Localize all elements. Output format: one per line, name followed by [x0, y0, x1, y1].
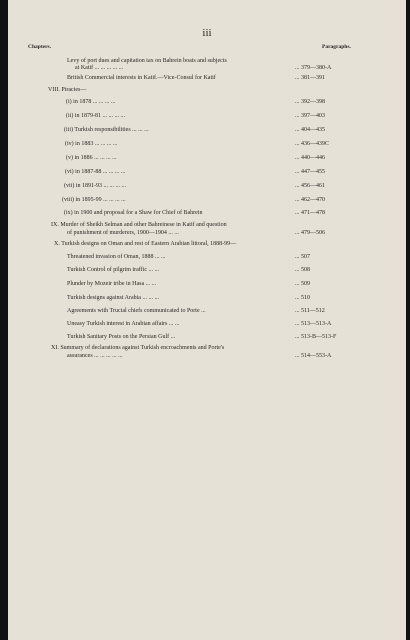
contents-entry-line: at Katif ... ... ... ... ... — [75, 65, 124, 71]
contents-entry-line: Turkish designs against Arabia ... ... ... — [67, 295, 159, 301]
paragraphs-column-heading: Paragraphs. — [322, 44, 351, 50]
contents-entry-line: (vi) in 1887-88 ... ... ... ... — [65, 169, 126, 175]
chapter-heading: XI. Summary of declarations against Turkish encroachments and Porte's — [51, 345, 225, 351]
paragraph-range: ... 456—461 — [295, 183, 325, 189]
contents-entry-line: Turkish Control of pilgrim traffic ... ... — [67, 267, 159, 273]
chapter-heading: IX. Murder of Sheikh Selman and other Bahreinese in Katif and question — [51, 222, 227, 228]
chapter-heading: X. Turkish designs on Oman and rest of Eastern Arabian littoral, 1888-99— — [54, 241, 237, 247]
paragraph-range: ... 462—470 — [295, 197, 325, 203]
contents-entry-line: Uneasy Turkish interest in Arabian affairs ... ... — [67, 321, 180, 327]
contents-entry-line: Levy of port dues and capitation tax on Bahrein boats and subjects — [67, 58, 227, 64]
paragraph-range: ... 381—391 — [295, 75, 325, 81]
paragraph-range: ... 404—435 — [295, 127, 325, 133]
contents-entry-line: (i) in 1878 ... ... ... ... — [66, 99, 116, 105]
paragraph-range: ... 511—512 — [295, 308, 325, 314]
paragraph-range: ... 471—478 — [295, 210, 325, 216]
paragraph-range: ... 397—403 — [295, 113, 325, 119]
paragraph-range: ... 513-B—513-F — [295, 334, 337, 340]
paragraph-range: ... 509 — [295, 281, 310, 287]
paragraph-range: ... 513—513-A — [295, 321, 332, 327]
contents-entry-line: (viii) in 1895-99 ... ... ... ... — [62, 197, 126, 203]
contents-entry-line: (iv) in 1883 ... ... ... ... — [65, 141, 118, 147]
contents-entry-line: Plunder by Mozeir tribe in Hasa ... ... — [67, 281, 157, 287]
contents-entry-line: (ix) in 1900 and proposal for a Shaw for Chief of Bahrein — [64, 210, 203, 216]
contents-entry-line: Turkish Sanitary Posts on the Persian Gulf ... — [67, 334, 176, 340]
chapters-column-heading: Chapters. — [28, 44, 52, 50]
paragraph-range: ... 379—380-A — [295, 65, 332, 71]
contents-entry-line: of punishment of murderers, 1900—1904 ... ... — [67, 230, 179, 236]
document-page — [8, 0, 406, 640]
paragraph-range: ... 392—398 — [295, 99, 325, 105]
paragraph-range: ... 436—439C — [295, 141, 330, 147]
paragraph-range: ... 447—455 — [295, 169, 325, 175]
chapter-heading: VIII. Piracies— — [48, 87, 87, 93]
contents-entry-line: (vii) in 1891-93 ... ... ... ... — [64, 183, 126, 189]
contents-entry-line: British Commercial interests in Katif.—Vice-Consul for Katif — [67, 75, 216, 81]
page-number: iii — [202, 27, 212, 39]
contents-entry-line: assurances ... ... ... ... ... — [67, 353, 123, 359]
paragraph-range: ... 507 — [295, 254, 310, 260]
contents-entry-line: (iii) Turkish responsibilities ... ... ... — [64, 127, 149, 133]
contents-entry-line: Agreements with Trucial chiefs communicated to Porte ... — [67, 308, 206, 314]
contents-entry-line: Threatened invasion of Oman, 1888 ... ... — [67, 254, 166, 260]
paragraph-range: ... 440—446 — [295, 155, 325, 161]
paragraph-range: ... 479—506 — [295, 230, 325, 236]
contents-entry-line: (ii) in 1879-81 ... ... ... ... — [66, 113, 125, 119]
contents-entry-line: (v) in 1886 ... ... ... ... — [66, 155, 117, 161]
paragraph-range: ... 508 — [295, 267, 310, 273]
paragraph-range: ... 514—553-A — [295, 353, 332, 359]
paragraph-range: ... 510 — [295, 295, 310, 301]
